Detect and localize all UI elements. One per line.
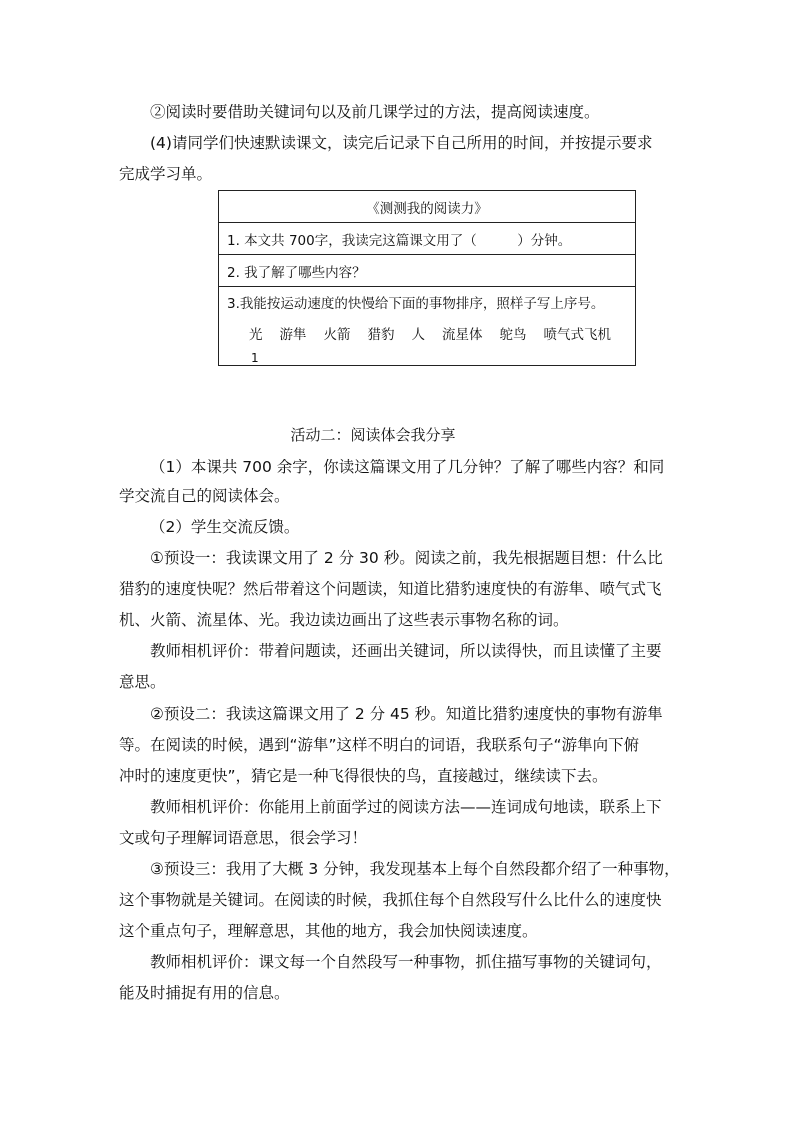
activity-line: 这个事物就是关键词。在阅读的时候，我抓住每个自然段写什么比什么的速度快 (119, 891, 662, 909)
reading-worksheet-table (218, 190, 636, 366)
item-ostrich: 鸵鸟 (499, 327, 527, 343)
activity-line: 教师相机评价：带着问题读，还画出关键词，所以读得快，而且读懂了主要 (150, 642, 662, 660)
worksheet-title: 《测测我的阅读力》 (219, 191, 636, 223)
activity-line: （1）本课共 700 余字，你读这篇课文用了几分钟？了解了哪些内容？和同 (150, 458, 665, 476)
worksheet-row-time: 1. 本文共 700字，我读完这篇课文用了（ ）分钟。 (219, 223, 636, 255)
activity-heading: 活动二：阅读体会我分享 (290, 426, 456, 444)
activity-line: ①预设一：我读课文用了 2 分 30 秒。阅读之前，我先根据题目想：什么比 (150, 549, 663, 567)
item-falcon: 游隼 (279, 327, 307, 343)
worksheet-item-list (227, 323, 627, 343)
activity-line: 等。在阅读的时候，遇到“游隼”这样不明白的词语，我联系句子“游隼向下俯 (119, 736, 640, 754)
item-human: 人 (411, 327, 425, 343)
item-light: 光 (249, 327, 263, 343)
activity-line: ③预设三：我用了大概 3 分钟，我发现基本上每个自然段都介绍了一种事物， (150, 860, 680, 878)
activity-line: 这个重点句子，理解意思，其他的地方，我会加快阅读速度。 (119, 922, 538, 940)
activity-line: 教师相机评价：课文每一个自然段写一种事物，抓住描写事物的关键词句， (150, 953, 662, 971)
activity-line: （2）学生交流反馈。 (150, 518, 300, 536)
activity-line: 机、火箭、流星体、光。我边读边画出了这些表示事物名称的词。 (119, 611, 569, 629)
example-order-number: 1 (251, 351, 259, 365)
intro-line-2: (4)请同学们快速默读课文，读完后记录下自己所用的时间，并按提示要求 (150, 134, 653, 152)
worksheet-order-prompt: 3.我能按运动速度的快慢给下面的事物排序，照样子写上序号。 (227, 296, 605, 312)
worksheet-row-order (219, 287, 636, 366)
activity-line: 学交流自己的阅读体会。 (119, 487, 290, 505)
intro-line-3: 完成学习单。 (119, 165, 213, 183)
activity-line: ②预设二：我读这篇课文用了 2 分 45 秒。知道比猎豹速度快的事物有游隼 (150, 705, 663, 723)
item-rocket: 火箭 (323, 327, 351, 343)
activity-line: 教师相机评价：你能用上前面学过的阅读方法——连词成句地读，联系上下 (150, 798, 662, 816)
activity-line: 意思。 (119, 673, 166, 691)
activity-line: 能及时捕捉有用的信息。 (119, 984, 290, 1002)
intro-line-1: ②阅读时要借助关键词句以及前几课学过的方法，提高阅读速度。 (150, 103, 600, 121)
item-jet: 喷气式飞机 (543, 327, 611, 343)
item-meteoroid: 流星体 (442, 327, 483, 343)
activity-line: 猎豹的速度快呢？然后带着这个问题读，知道比猎豹速度快的有游隼、喷气式飞 (119, 580, 662, 598)
item-cheetah: 猎豹 (367, 327, 395, 343)
activity-line: 冲时的速度更快”，猜它是一种飞得很快的鸟，直接越过，继续读下去。 (119, 767, 608, 785)
activity-line: 文或句子理解词语意思，很会学习！ (119, 829, 368, 847)
worksheet-row-content: 2. 我了解了哪些内容？ (219, 255, 636, 287)
